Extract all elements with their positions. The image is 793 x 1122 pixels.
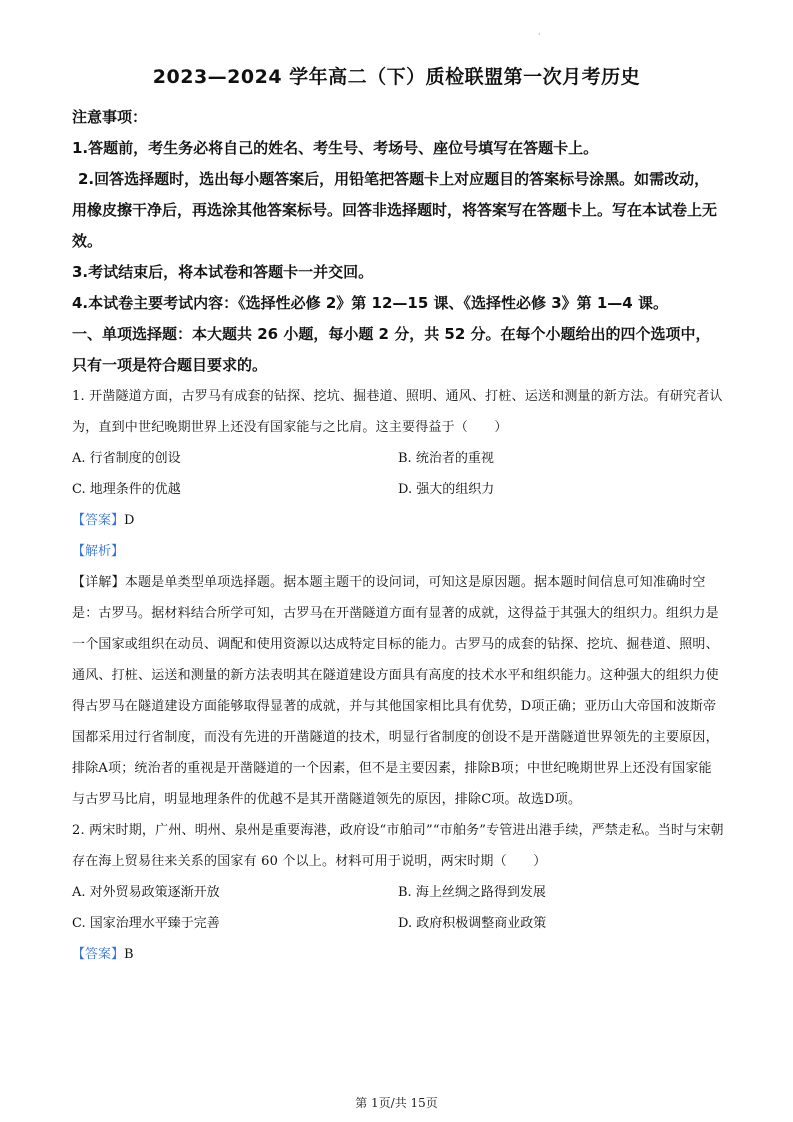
content: [72, 102, 724, 970]
question-1-option-b: B. 统治者的重视: [398, 451, 494, 466]
answer-tag: 【答案】: [72, 513, 125, 528]
notice-item-4: 4.本试卷主要考试内容：《选择性必修 2》第 12—15 课、《选择性必修 3》第 1—4 课。: [72, 294, 668, 312]
answer-value: B: [124, 947, 134, 962]
question-2-option-b: B. 海上丝绸之路得到发展: [398, 885, 546, 900]
notice-item-2: 2.回答选择题时，选出每小题答案后，用铅笔把答题卡上对应题目的答案标号涂黑。如需改动，用橡皮擦干净后，再选涂其他答案标号。回答非选择题时，将答案写在答题卡上。写在本试卷上无效。: [72, 170, 718, 250]
question-1-stem: 1. 开凿隧道方面，古罗马有成套的钻探、挖坑、掘巷道、照明、通风、打桩、运送和测量的新方法。有研究者认为，直到中世纪晚期世界上还没有国家能与之比肩。这主要得益于（ ）: [72, 389, 723, 435]
question-1-options: [72, 443, 724, 505]
question-1-detail: [72, 567, 724, 815]
question-2-answer: [72, 939, 724, 970]
question-1-answer: [72, 505, 724, 536]
question-2-stem: 2. 两宋时期，广州、明州、泉州是重要海港，政府设“市舶司”“市舶务”专管进出港手续，严禁走私。当时与宋朝存在海上贸易往来关系的国家有 60 个以上。材料可用于说明，两宋时期（ ）: [72, 823, 724, 869]
question-2-option-c: C. 国家治理水平臻于完善: [72, 916, 220, 931]
question-1-option-c: C. 地理条件的优越: [72, 482, 181, 497]
detail-text: 本题是单类型单项选择题。据本题主题干的设问词，可知这是原因题。据本题时间信息可知准确时空是：古罗马。据材料结合所学可知，古罗马在开凿隧道方面有显著的成就，这得益于其强大的组织力。组织力是一个国家或组织在动员、调配和使用资源以达成特定目标的能力。古罗马的成套的钻探、挖坑、掘巷道、照明、通风、打桩、运送和测量的新方法表明其在隧道建设方面具有高度的技术水平和组织能力。这种强大的组织力使得古罗马在隧道建设方面能够取得显著的成就，并与其他国家相比具有优势，D项正确；亚历山大帝国和波斯帝国都采用过行省制度，而没有先进的开凿隧道的技术，明显行省制度的创设不是开凿隧道世界领先的主要原因，排除A项；统治者的重视是开凿隧道的一个因素，但不是主要因素，排除B项；中世纪晚期世界上还没有国家能与古罗马比肩，明显地理条件的优越不是其开凿隧道领先的原因，排除C项。故选D项。: [72, 575, 719, 807]
scan-dot: ·: [538, 30, 541, 39]
section-heading: 一、单项选择题：本大题共 26 小题，每小题 2 分，共 52 分。在每个小题给出的四个选项中，只有一项是符合题目要求的。: [72, 325, 711, 374]
page-title: 2023—2024 学年高二（下）质检联盟第一次月考历史: [152, 66, 641, 88]
notice-heading: 注意事项：: [72, 108, 148, 126]
notice-item-3: 3.考试结束后，将本试卷和答题卡一并交回。: [72, 263, 374, 281]
question-2-options: [72, 877, 724, 939]
detail-paragraph: [72, 567, 724, 815]
question-2-option-a: A. 对外贸易政策逐渐开放: [72, 885, 220, 900]
answer-tag: 【答案】: [72, 947, 125, 962]
page-footer: 第 1页/共 15页: [355, 1096, 438, 1110]
question-1-analysis-tag: 【解析】: [72, 544, 125, 559]
detail-tag: 【详解】: [72, 575, 125, 590]
question-2-option-d: D. 政府积极调整商业政策: [398, 916, 547, 931]
question-1-option-d: D. 强大的组织力: [398, 482, 495, 497]
question-1-option-a: A. 行省制度的创设: [72, 451, 181, 466]
notice-item-1: 1.答题前，考生务必将自己的姓名、考生号、考场号、座位号填写在答题卡上。: [72, 139, 599, 157]
answer-value: D: [124, 513, 135, 528]
